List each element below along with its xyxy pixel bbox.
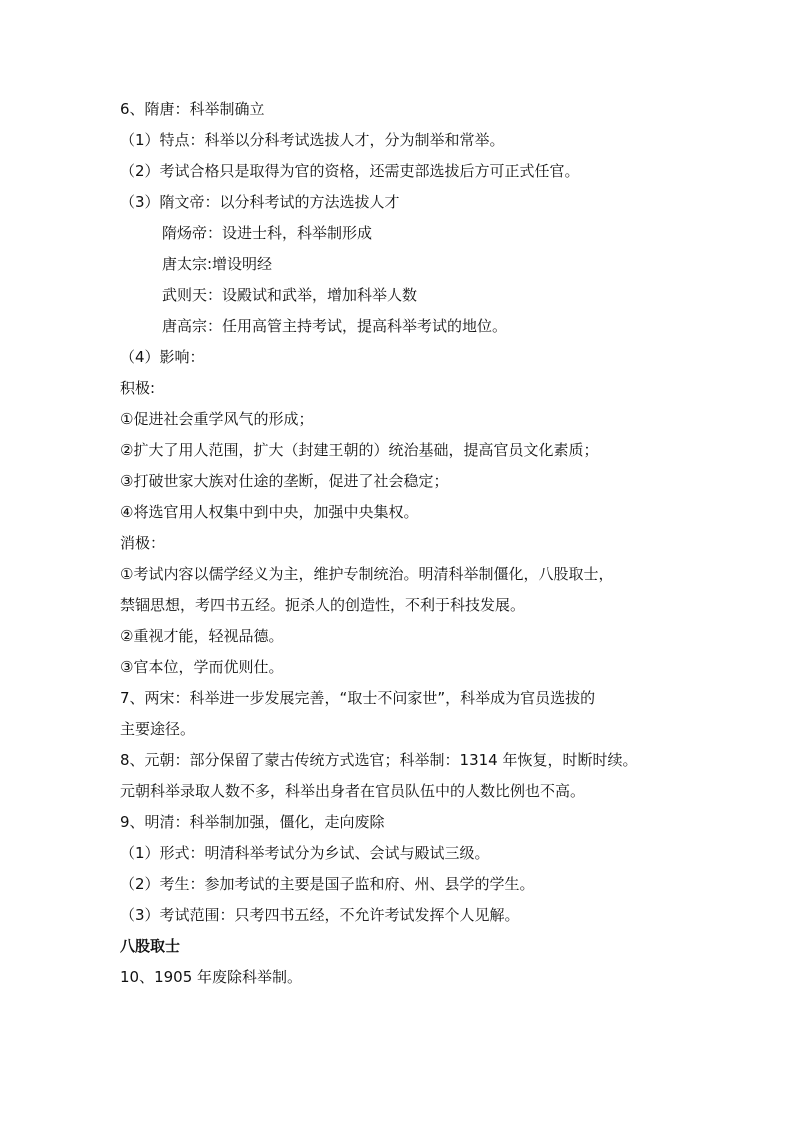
text-line: （2）考试合格只是取得为官的资格，还需吏部选拔后方可正式任官。	[120, 162, 580, 180]
text-line: 禁锢思想，考四书五经。扼杀人的创造性，不利于科技发展。	[120, 596, 526, 614]
section-heading-yuan: 8、元朝：部分保留了蒙古传统方式选官；科举制：1314 年恢复，时断时续。	[120, 751, 638, 769]
text-line: ②扩大了用人范围，扩大（封建王朝的）统治基础，提高官员文化素质；	[120, 441, 599, 459]
text-line: ①促进社会重学风气的形成；	[120, 410, 314, 428]
text-line: ④将选官用人权集中到中央，加强中央集权。	[120, 503, 419, 521]
text-line: （1）形式：明清科举考试分为乡试、会试与殿试三级。	[120, 844, 490, 862]
document-body	[120, 94, 680, 993]
text-line: ①考试内容以儒学经义为主，维护专制统治。明清科举制僵化，八股取士，	[120, 565, 614, 583]
text-line: ②重视才能，轻视品德。	[120, 627, 284, 645]
subheading-negative: 消极：	[120, 534, 166, 552]
text-line: ③官本位，学而优则仕。	[120, 658, 284, 676]
text-line: 元朝科举录取人数不多，科举出身者在官员队伍中的人数比例也不高。	[120, 782, 586, 800]
text-line: （2）考生：参加考试的主要是国子监和府、州、县学的学生。	[120, 875, 535, 893]
section-heading-song: 7、两宋：科举进一步发展完善，“取士不问家世”，科举成为官员选拔的	[120, 689, 596, 707]
text-line: ③打破世家大族对仕途的垄断，促进了社会稳定；	[120, 472, 449, 490]
text-line: 唐高宗：任用高管主持考试，提高科举考试的地位。	[162, 317, 508, 335]
section-heading-sui-tang: 6、隋唐：科举制确立	[120, 100, 265, 118]
subheading-positive: 积极:	[120, 379, 156, 397]
section-heading-abolition: 10、1905 年废除科举制。	[120, 968, 303, 986]
text-line: （3）隋文帝：以分科考试的方法选拔人才	[120, 193, 400, 211]
section-heading-ming-qing: 9、明清：科举制加强，僵化，走向废除	[120, 813, 385, 831]
text-line: （4）影响：	[120, 348, 205, 366]
text-line: 主要途径。	[120, 720, 196, 738]
text-line: （1）特点：科举以分科考试选拔人才，分为制举和常举。	[120, 131, 505, 149]
text-line: 唐太宗:增设明经	[162, 255, 273, 273]
text-line: 武则天：设殿试和武举，增加科举人数	[162, 286, 418, 304]
bold-term-bagu: 八股取士	[120, 937, 181, 955]
text-line: 隋炀帝：设进士科，科举制形成	[162, 224, 373, 242]
text-line: （3）考试范围：只考四书五经，不允许考试发挥个人见解。	[120, 906, 520, 924]
